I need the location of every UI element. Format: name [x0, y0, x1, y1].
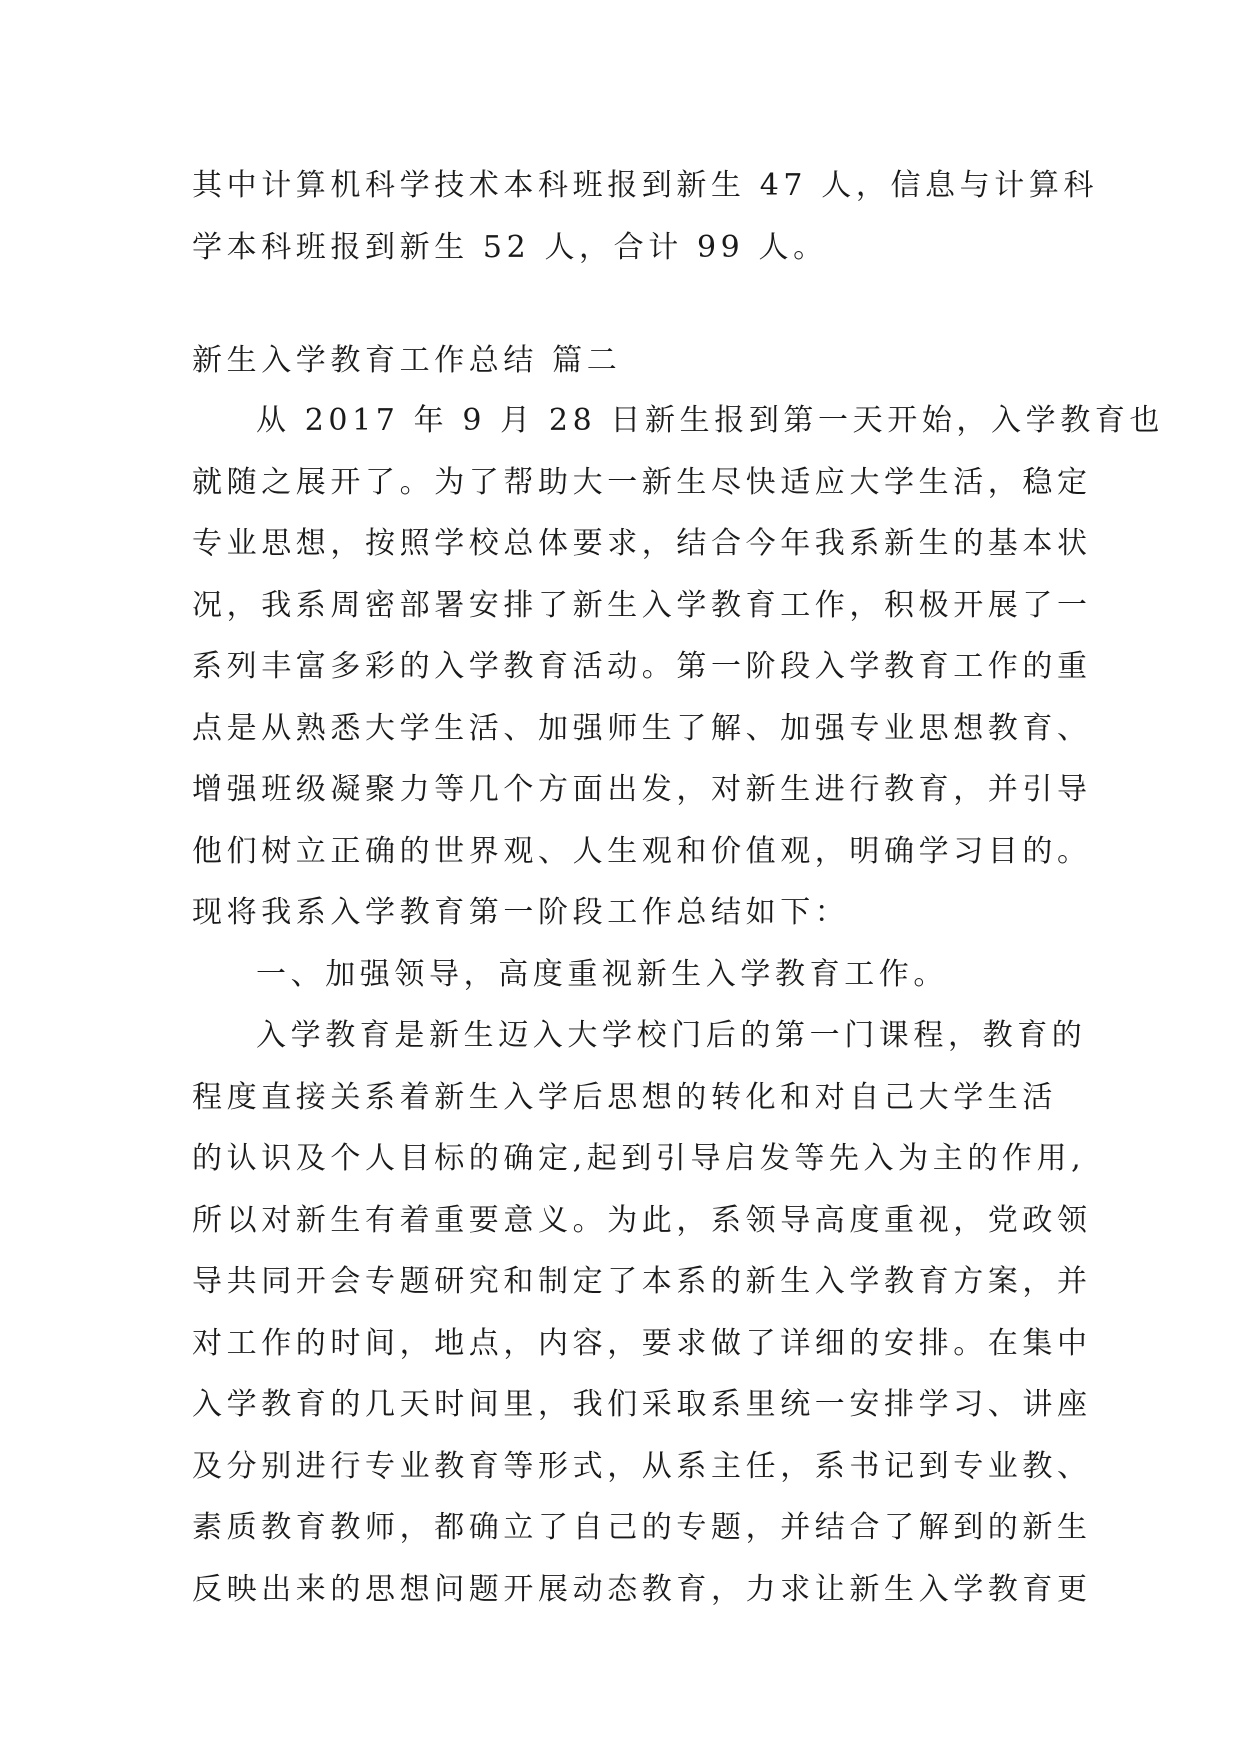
paragraph-line: 及分别进行专业教育等形式，从系主任，系书记到专业教、 [192, 1448, 1092, 1484]
section-heading [192, 330, 1062, 392]
paragraph-line: 对工作的时间，地点，内容，要求做了详细的安排。在集中 [192, 1325, 1092, 1361]
paragraph-line: 他们树立正确的世界观、人生观和价值观，明确学习目的。 [192, 833, 1092, 869]
paragraph-line: 反映出来的思想问题开展动态教育，力求让新生入学教育更 [192, 1571, 1092, 1607]
paragraph-line: 就随之展开了。为了帮助大一新生尽快适应大学生活，稳定 [192, 464, 1092, 500]
intro-line: 学本科班报到新生 52 人，合计 99 人。 [192, 229, 828, 265]
paragraph-line: 素质教育教师，都确立了自己的专题，并结合了解到的新生 [192, 1510, 1092, 1545]
paragraph-line: 系列丰富多彩的入学教育活动。第一阶段入学教育工作的重 [192, 649, 1092, 684]
paragraph-line: 入学教育是新生迈入大学校门后的第一门课程，教育的 [256, 1018, 1087, 1053]
paragraph-line: 导共同开会专题研究和制定了本系的新生入学教育方案，并 [192, 1264, 1092, 1299]
paragraph-line: 程度直接关系着新生入学后思想的转化和对自己大学生活 [192, 1079, 1057, 1115]
paragraph-line: 现将我系入学教育第一阶段工作总结如下： [192, 895, 850, 930]
paragraph-line: 从 2017 年 9 月 28 日新生报到第一天开始，入学教育也 [256, 403, 1165, 438]
paragraph-line: 专业思想，按照学校总体要求，结合今年我系新生的基本状 [192, 526, 1092, 561]
paragraph-line: 增强班级凝聚力等几个方面出发，对新生进行教育，并引导 [192, 772, 1092, 807]
paragraph-line: 点是从熟悉大学生活、加强师生了解、加强专业思想教育、 [192, 710, 1092, 746]
paragraph-line: 况，我系周密部署安排了新生入学教育工作，积极开展了一 [192, 587, 1092, 623]
paragraph-line: 入学教育的几天时间里，我们采取系里统一安排学习、讲座 [192, 1387, 1092, 1422]
intro-paragraph [192, 155, 1099, 278]
paragraph-line: 的认识及个人目标的确定,起到引导启发等先入为主的作用, [192, 1141, 1086, 1176]
intro-line: 其中计算机科学技术本科班报到新生 47 人，信息与计算科 [192, 168, 1099, 203]
section-heading-text: 新生入学教育工作总结 篇二 [192, 343, 622, 378]
main-body [192, 390, 1165, 1620]
subheading: 一、加强领导，高度重视新生入学教育工作。 [256, 956, 948, 992]
paragraph-line: 所以对新生有着重要意义。为此，系领导高度重视，党政领 [192, 1202, 1092, 1238]
